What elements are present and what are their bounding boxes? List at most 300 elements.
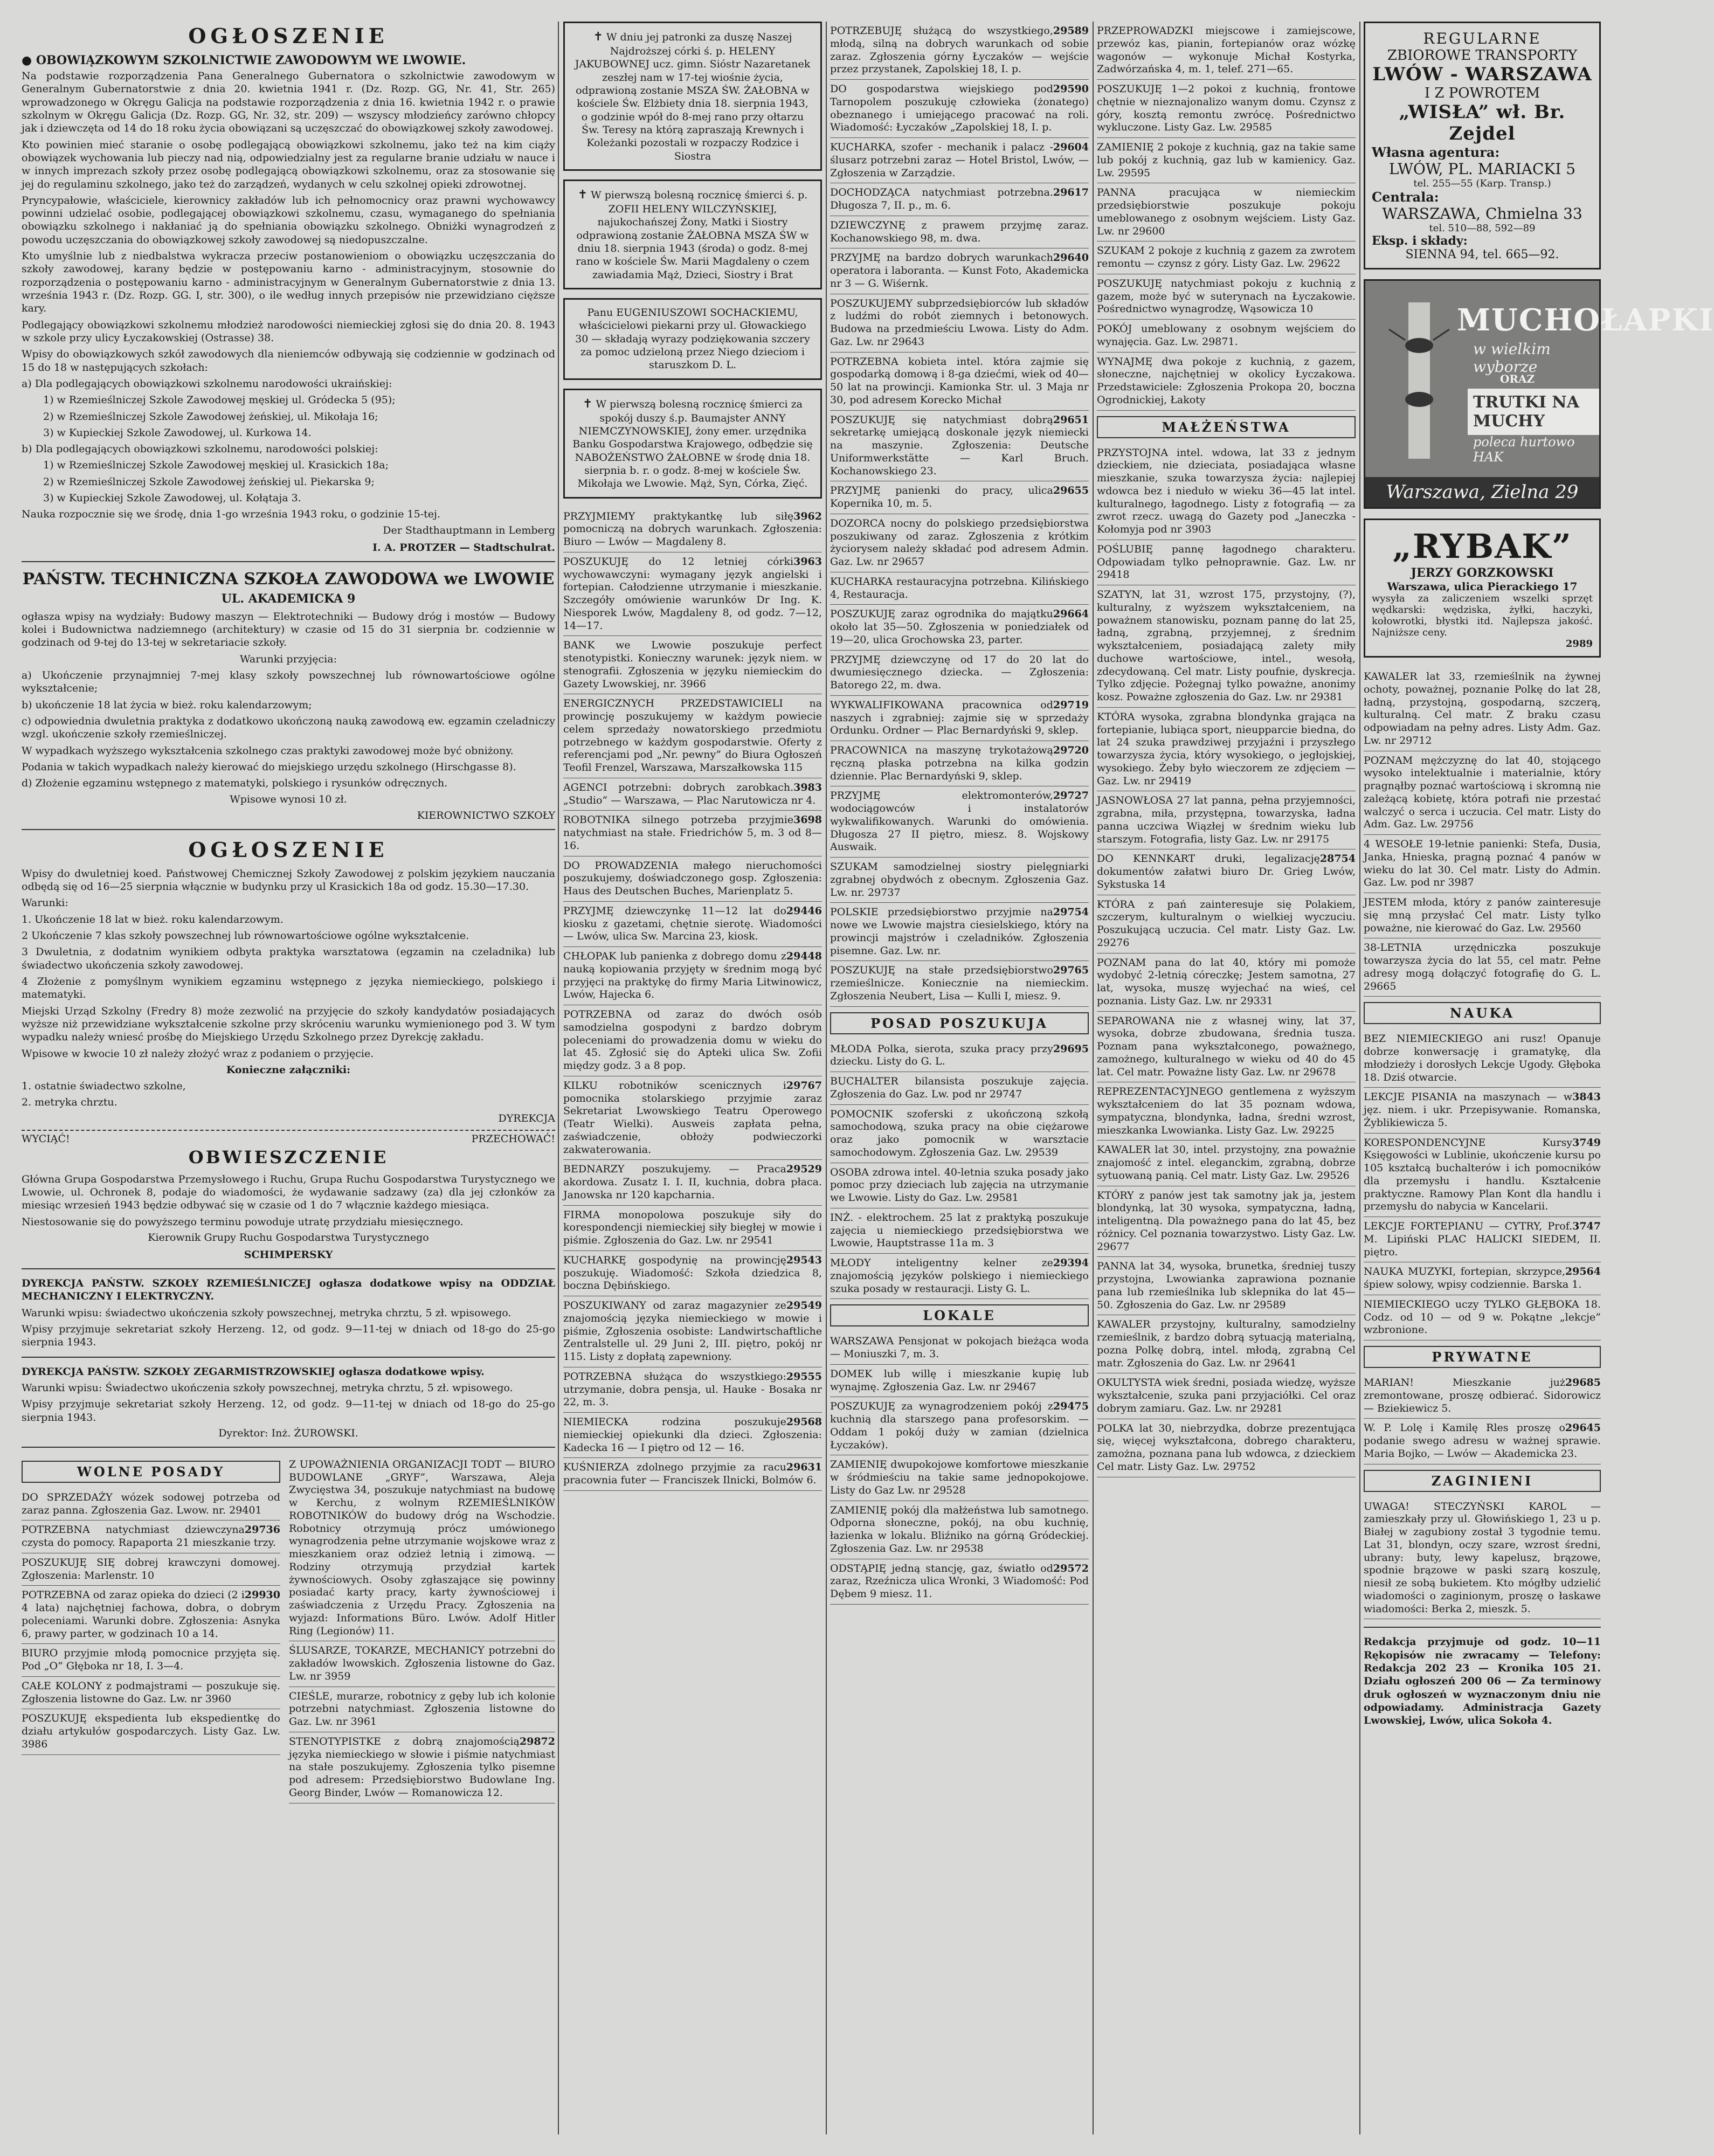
ad-code: 29727 [1053, 790, 1089, 802]
ad-text: NIEMIECKA rodzina poszukuje niemieckiej opiekunki dla dzieci. Zgłoszenia: Kadecka 16 — I piętro od 12 — 16. [563, 1416, 822, 1454]
announcement-paragraph: 2 Ukończenie 7 klas szkoły powszechnej lub równowartościowe ogólne wykształcenie. [22, 930, 469, 942]
ad-text: MŁODA Polka, sierota, szuka pracy przy dziecku. Listy do G. L. [830, 1042, 1053, 1068]
classified-ad [1097, 1257, 1356, 1315]
ad-text: REPREZENTACYJNEGO gentlemena z wyższym wykształceniem do lat 35 poznam wdowa, sympatyczna, blondynka, ładna, średni wzrost, mieszkanka Lwowianka. Listy Gaz. Lw. 29225 [1097, 1086, 1356, 1136]
ad-code: 29767 [786, 1079, 822, 1091]
ad-code: 3843 [1572, 1091, 1601, 1103]
classified-ad [830, 1332, 1089, 1365]
ad-code: 29564 [1565, 1266, 1601, 1278]
ad-text: PRZYJMĘ elektromonterów, wodociągowców i instalatorów wykwalifikowanych. Warunki do omówienia. Długosza 27 II piętro, miesz. 8. Wojskowy Auswaik. [830, 790, 1089, 853]
ad-text: ZAMIENIĘ pokój dla małżeństwa lub samotnego. Odporna słoneczne, pokój, na obu kuchnię, łazienka w lokalu. Bliźniko na górną Gródeckiej. Zgłoszenia Gaz. Lw. nr 29538 [830, 1504, 1089, 1554]
classified-ad [830, 80, 1089, 138]
school-paragraph: Warunki przyjęcia: [240, 653, 337, 665]
classified-ad [1097, 183, 1356, 241]
classified-ad [830, 741, 1089, 786]
ad-code: 29720 [1053, 744, 1089, 756]
school-paragraph: Podania w takich wypadkach należy kierować do miejskiego urzędu szkolnego (Hirschgasse 8). [22, 761, 516, 773]
ad-text: STENOTYPISTKE z dobrą znajomością języka niemieckiego w słowie i piśmie natychmiast na stałe poszukujemy. Zgłoszenia tylko pisemne pod adresem: Przedsiębiorstwo Budowlane Ing. Georg Binder, Lwów — Romanowicza 12. [289, 1735, 555, 1799]
ad-text: KUCHARKĘ gospodynię na prowincję poszukuję. Wiadomość: Szkoła dziedzica 8, boczna Dębińskiego. [563, 1254, 822, 1292]
ad-text: ENERGICZNYCH PRZEDSTAWICIELI na prowincję poszukujemy w każdym powiecie celem sprzedaży nowatorskiego przedmiotu potrzebnego w każdym gospodarstwie. Oferty z referencjami pod „Nr. pewny” do Biura Ogłoszeń Teofil Frenzel, Warszawa, Marszałkowska 115 [563, 697, 822, 774]
ad-text: Z UPOWAŻNIENIA ORGANIZACJI TODT — BIURO BUDOWLANE „GRYF”, Warszawa, Aleja Zwycięstwa 34, poszukuje natychmiast na budowę w Kerchu, z wolnym RZEMIEŚLNIKÓW ROBOTNIKÓW do budowy dróg na Wschodzie. Robotnicy otrzymują prócz umówionego wynagrodzenia pełne utrzymanie wojskowe wraz z mieszkaniem oraz odzież letnią i zimową. — Rodziny otrzymują przydział kartek żywnościowych. Osoby zgłaszające się powinny posiadać karty pracy, karty żywnościowej i zaświadczenia z Urzędu Pracy. Zgłoszenia na wyjazd: Informations Büro. Lwów. Adolf Hitler Ring (Legionów) 11. [289, 1458, 555, 1637]
classified-ad [830, 1501, 1089, 1559]
announcement-list-item: 1) w Rzemieślniczej Szkole Zawodowej męskiej ul. Gródecka 5 (95); [43, 394, 396, 406]
school-notice: Warunki wpisu: świadectwo ukończenia szkoły powszechnej, metryka chrztu, 5 zł. wpisowego. [22, 1307, 512, 1319]
transport-line: Własna agentura: [1372, 144, 1500, 160]
ad-text: ODSTĄPIĘ jedną stancję, gaz, światło od zaraz, Rzeźnicza ulica Wronki, 3 Wiadomość: Pod Dębem 9 miesz. 11. [830, 1562, 1089, 1600]
classified-ad [1364, 667, 1601, 751]
announcement-paragraph: Pryncypałowie, właściciele, kierownicy zakładów lub ich pełnomocnicy oraz prawni wychowawcy powinni udzielać osobie, podlegającej obowiązkowi szkolnemu, czasu, wymaganego do spełniania obowiązku szkolnego i nakłaniać ją do spełniania obowiązku szkolnego. Obniżki wynagrodzeń z powodu uczęszczania do obowiązkowej szkoły zawodowej są niedopuszczalne. [22, 194, 555, 246]
ad-code: 3749 [1572, 1136, 1601, 1149]
ad-text: NIEMIECKIEGO uczy TYLKO GŁĘBOKA 18. Codz. od 10 — od 9 w. Pokątne „lekcje” wzbronione. [1364, 1298, 1601, 1336]
classified-ad [1364, 1373, 1601, 1419]
ad-code: 29617 [1053, 186, 1089, 199]
notice-title: OBWIESZCZENIE [188, 1146, 389, 1167]
classified-ad [22, 1677, 280, 1710]
school-notice: Warunki wpisu: Świadectwo ukończenia szkoły powszechnej, metryka chrztu, 5 zł. wpisowego. [22, 1381, 513, 1394]
classified-ad [1097, 241, 1356, 274]
classified-ad [830, 248, 1089, 294]
classified-ad [289, 1732, 555, 1803]
cross-icon: ✝ [583, 397, 593, 411]
classified-ad [1097, 895, 1356, 953]
ad-code: 29685 [1565, 1377, 1601, 1388]
classified-ad [830, 605, 1089, 650]
school-paragraph: d) Złożenie egzaminu wstępnego z matematyki, polskiego i rysunków odręcznych. [22, 777, 448, 790]
ad-code: 29651 [1053, 413, 1089, 426]
classified-ad [830, 1455, 1089, 1501]
classified-ad [1364, 1295, 1601, 1340]
ad-text: JESTEM młoda, który z panów zainteresuje się mną przysłać Cel matr. Listy tylko poważne, nie kierować do Gaz. Lw. 29560 [1364, 896, 1601, 934]
classified-ad [563, 694, 822, 778]
classified-ad [1097, 849, 1356, 895]
classified-ad [1097, 1082, 1356, 1141]
ad-code: 29631 [786, 1461, 822, 1474]
ad-text: POTRZEBNA służąca do wszystkiego: utrzymanie, dobra pensja, ul. Hauke - Bosaka nr 22, m. 3. [563, 1370, 822, 1408]
transport-ad [1364, 22, 1601, 270]
classified-ad [1097, 791, 1356, 849]
ad-text: POTRZEBNA natychmiast dziewczyna czysta do pomocy. Rapaporta 21 mieszkanie trzy. [22, 1524, 276, 1549]
classified-ad [830, 961, 1089, 1006]
announcement-list-item: 2) w Rzemieślniczej Szkole Zawodowej żeńskiej, ul. Mikołaja 16; [43, 410, 378, 423]
classified-ad [1364, 1088, 1601, 1133]
ad-text: PRZYJMĘ na bardzo dobrych warunkach operatora i laboranta. — Kunst Foto, Akademicka nr 3 — G. Wiśernk. [830, 252, 1089, 289]
column-rule [1093, 22, 1094, 2134]
school-paragraph: Wpisowe wynosi 10 zł. [230, 793, 347, 806]
section-header-missing: ZAGINIENI [1364, 1470, 1601, 1492]
ad-text: PRZYJMĘ panienki do pracy, ulica Kopernika 10, m. 5. [830, 485, 1053, 509]
ad-text: WARSZAWA Pensjonat w pokojach bieżąca woda — Moniuszki 7, m. 3. [830, 1335, 1089, 1360]
column-rule [558, 22, 559, 2134]
ad-text: WYKWALIFIKOWANA pracownica od naszych i zgrabniej: zajmie się w sprzedaży Ordunku. Ordner — Plac Bernardyński 9, sklep. [830, 699, 1089, 737]
ad-text: POKÓJ umeblowany z osobnym wejściem do wynajęcia. Gaz. Lw. 29871. [1097, 323, 1356, 348]
ad-text: BEDNARZY poszukujemy. — Praca akordowa. Zusatz I. I. II, kuchnia, dobra płaca. Janowska nr 120 kapcharnia. [563, 1163, 822, 1201]
announcement-title: OGŁOSZENIE [188, 24, 389, 48]
ad-code: 3983 [793, 781, 822, 793]
ad-text: POSZUKUJEMY subprzedsiębiorców lub składów z ludźmi do robót ziemnych i betonowych. Budowa na przedmieściu Lwowa. Listy do Adm. Gaz. Lw. nr 29643 [830, 297, 1089, 348]
school-address: UL. AKADEMICKA 9 [221, 591, 356, 606]
ad-text: ŚLUSARZE, TOKARZE, MECHANICY potrzebni do zakładów lwowskich. Zgłoszenia listowne do Gaz. Lw. nr 3959 [289, 1644, 555, 1682]
classified-ad [830, 1072, 1089, 1105]
ad-text: MŁODY inteligentny kelner ze znajomością języków polskiego i niemieckiego szuka posady w restauracji. Listy G. L. [830, 1257, 1089, 1295]
ad-text: LEKCJE FORTEPIANU — CYTRY, Prof. M. Lipiński PLAC HALICKI SIEDEM, II. piętro. [1364, 1220, 1601, 1258]
announcement-paragraph: Na podstawie rozporządzenia Pana Generalnego Gubernatora o szkolnictwie zawodowym w Generalnym Gubernatorstwie z dnia 20. kwietnia 1941 r. (Dz. Rozp. GG, Nr. 41, Str. 265) wprowadzonego w Okręgu Galicja na podstawie rozporządzenia z dnia 16. kwietnia 1942 r. o prawie szkolnym w Okręgu Galicja (Dz. Rozp. GG, Nr. 32, str. 209) — wszyscy młodzieńcy zarówno chłopcy jak i dziewczęta od 14 do 18 roku życia obowiązani są uczęszczać do obowiązkowej szkoły zawodowej. [22, 70, 555, 135]
ad-text: SZATYN, lat 31, wzrost 175, przystojny, (?), kulturalny, z wyższem wykształceniem, na poważnem stanowisku, poznam pannę do lat 25, ładną, zgrabną, przyjemnej, z średnim wykształceniem, posiadającą zalety miły duchowe wartościowe, intel., wesołą, zdecydowaną. Cel matr. Listy poufnie, dyskrecja. Tylko zdjęcie. Pożegnaj tylko poważne, anonimy kosz. Poważne zgłoszenia do Gaz. Lw. nr 29381 [1097, 589, 1356, 703]
school-paragraph: ogłasza wpisy na wydziały: Budowy maszyn — Elektrotechniki — Budowy dróg i mostów — Budowy kolei i Budownictwa nadziemnego (architektury) w czasie od 15 do 31 sierpnia br. codziennie w godzinach od 9-tej do 13-tej w sekretariacie szkoły. [22, 610, 555, 649]
ad-text: POSZUKUJĘ natychmiast pokoju z kuchnią z gazem, może być w suterynach na Łyczakowie. Pośrednictwo wynagrodzę, Wąsowicza 10 [1097, 277, 1356, 315]
ad-text: POSZUKUJĘ SIĘ dobrej krawczyni domowej. Zgłoszenia: Marlenstr. 10 [22, 1556, 280, 1581]
transport-line: I Z POWROTEM [1424, 85, 1540, 101]
announcement-paragraph: Podlegający obowiązkowi szkolnemu młodzież narodowości niemieckiej zgłosi się do dnia 20. 8. 1943 w szkole przy ulicy Łyczakowskiej (Ostrasse) 38. [22, 319, 555, 344]
ad-text: POTRZEBNA od zaraz opieka do dzieci (2 i 4 lata) najchętniej fachowa, dobra, o dobrym poleceniami. Warunki dobre. Zgłoszenia: Asnyka 6, prawy parter, w godzinach 10 a 14. [22, 1589, 280, 1640]
announcement-list-item: 3) w Kupieckiej Szkole Zawodowej, ul. Kurkowa 14. [43, 426, 312, 439]
ad-text: POLKA lat 30, niebrzydka, dobrze prezentująca się, więcej wykształcona, dobrego charakteru, zamożna, poznana pana lub wdowca, z dzieckiem Cel matr. Listy Gaz. Lw. 29752 [1097, 1422, 1356, 1473]
classified-ad [830, 411, 1089, 482]
classified-ad [1097, 1373, 1356, 1419]
ad-code: 29719 [1053, 699, 1089, 711]
announcement-paragraph: Kto powinien mieć staranie o osobę podlegającą obowiązkowi szkolnemu, jako też na kim ciąży obowiązek wychowania lub pieczy nad nią, odpowiedzialny jest za regularne branie udziału w nauce i w innych imprezach szkoły przez osobę podlegającą obowiązkowi szkolnemu, oraz za stosowanie się jej do regulaminu szkolnego, jako też do zarządzeń, wydanych w celu szkolnej opieki zdrowotnej. [22, 139, 555, 190]
classified-ad [830, 183, 1089, 216]
announcement-list-heading: b) Dla podlegających obowiązkowi szkolnemu, narodowości polskiej: [22, 443, 378, 455]
section-header-private: PRYWATNE [1364, 1346, 1601, 1368]
school-title: PAŃSTW. TECHNICZNA SZKOŁA ZAWODOWA we LWOWIE [22, 569, 555, 589]
announcement-list-item: 2) w Rzemieślniczej Szkole Zawodowej żeńskiej ul. Piekarska 9; [43, 475, 375, 488]
ad-text: NAUKA MUZYKI, fortepian, skrzypce, śpiew solowy, wpisy codziennie. Barska 1. [1364, 1266, 1582, 1290]
classified-ad [830, 572, 1089, 605]
ad-code: 3698 [793, 814, 822, 826]
ad-text: POSZUKUJĘ się natychmiast dobrą sekretarkę umiejącą doskonale język niemiecki na maszynie. Zgłoszenia: Deutsche Uniformwerkstätte — Karl Bruch. Kochanowskiego 23. [830, 413, 1089, 477]
ad-text: KUŚNIERZA zdolnego przyjmie za racu pracownia futer — Franciszek Ilnicki, Bolmów 6. [563, 1461, 817, 1487]
classified-ad [830, 1365, 1089, 1398]
ad-text: KILKU robotników scenicznych i pomocnika stolarskiego przyjmie zaraz Sekretariat Lwowskiego Teatru Operowego (Teatr Wielki). Ausweis zapłata pełna, zaświadczenie, obłoży podwieczorki zakwaterowania. [563, 1079, 822, 1156]
classified-ad [1097, 585, 1356, 708]
ad-code: 29930 [244, 1589, 280, 1601]
ad-code: 29543 [786, 1254, 822, 1266]
school-paragraph: b) ukończenie 18 lat życia w bież. roku kalendarzowym; [22, 699, 312, 711]
ad-text: POSZUKUJĘ zaraz ogrodnika do majątku około lat 35—50. Zgłoszenia w poniedziałek od 19—20, ulica Grochowska 23, parter. [830, 608, 1089, 646]
ad-text: DO gospodarstwa wiejskiego pod Tarnopolem poszukuję człowieka (żonatego) obeznanego i umiejącego pracować na roli. Wiadomość: Łyczaków „Zapolskiej 18, I. p. [830, 83, 1089, 134]
ad-text: SEPAROWANA nie z własnej winy, lat 37, wysoka, dobrze zbudowana, średnia tusza. Poznam pana wykształconego, poważnego, zamożnego, kulturalnego w wieku od 40 do 45 lat. Cel matr. Poważne listy Gaz. Lw. nr 29678 [1097, 1014, 1356, 1078]
column-rule [826, 22, 827, 2134]
ad-text: POZNAM mężczyznę do lat 40, stojącego wysoko intelektualnie i materialnie, który pragnąłby poznać wartościową i skromną nie zależącą kobietę, która potrafi nie przestać walczyć o serca i uczucia. Cel matr. Listy do Adm. Gaz. Lw. 29756 [1364, 754, 1601, 831]
divider [22, 1268, 555, 1269]
ad-text: KAWALER lat 30, intel. przystojny, zna poważnie znajomość z intel. eleganckim, zgrabną, dobrze sytuowaną panią. Cel matr. Listy Gaz. Lw. 29526 [1097, 1144, 1356, 1181]
flypaper-line: w wielkim wyborze [1473, 340, 1551, 376]
notice-paragraph: Główna Grupa Gospodarstwa Przemysłowego i Ruchu, Grupa Ruchu Gospodarstwa Turystycznego we Lwowie, ul. Ochronek 8, podaje do wiadomości, że wydawanie sadzawy (za) dla jej członków za miesiąc wrzesień 1943 będzie odbywać się w czasie od 1 do 7 włącznie każdego miesiąca. [22, 1173, 555, 1212]
classified-ad [830, 858, 1089, 903]
school-notice: Wpisy przyjmuje sekretariat szkoły Herzeng. 12, od godz. 9—11-tej w dniach od 18-go do 25-go sierpnia 1943. [22, 1323, 555, 1349]
classified-ad [22, 1709, 280, 1754]
ad-code: 29394 [1053, 1257, 1089, 1269]
ad-text: DOZORCA nocny do polskiego przedsiębiorstwa poszukiwany od zaraz. Zgłoszenia z krótkim życiorysem należy składać pod adresem Admin. Gaz. Lw. nr 29657 [830, 517, 1089, 568]
classified-ad [563, 947, 822, 1005]
ad-text: KTÓRA wysoka, zgrabna blondynka grająca na fortepianie, lubiąca sport, nieupparcie biedna, do lat 24 szuka prawdziwej przyjaźni i przyszłego towarzysza życia, który wysokiego, o jegłojskiej, wysokiego. Żeby było wieczorem ze zdjęciem — Gaz. Lw. nr 29419 [1097, 710, 1356, 787]
transport-line: tel. 510—88, 592—89 [1429, 223, 1536, 234]
classified-ad [830, 696, 1089, 741]
divider [22, 1447, 555, 1448]
school-signature: KIEROWNICTWO SZKOŁY [417, 809, 555, 821]
ad-text: CHŁOPAK lub panienka z dobrego domu z nauką kopiowania przyjęty w średnim mogą być przyjęci na praktykę do firmy Maria Litwinowicz, Lwów, Hajecka 6. [563, 950, 822, 1001]
ad-code: 29529 [786, 1163, 822, 1176]
ad-code: 3963 [793, 555, 822, 568]
classified-ad [563, 1413, 822, 1458]
classified-ad [563, 1206, 822, 1251]
rybak-code: 2989 [1565, 638, 1593, 649]
announcement-subtitle: ● OBOWIĄZKOWYM SZKOLNICTWIE ZAWODOWYM WE LWOWIE. [22, 53, 466, 67]
ad-text: BANK we Lwowie poszukuje perfect stenotypistki. Konieczny warunek: język niem. w stenografii. Zgłoszenia w języku niemieckim do Gazety Lwowskiej, nr. 3966 [563, 639, 822, 690]
classified-ad [563, 552, 822, 637]
ad-text: DZIEWCZYNĘ z prawem przyjmę zaraz. Kochanowskiego 98, m. dwa. [830, 219, 1089, 244]
ad-text: PRZYJMIEMY praktykantkę lub siłę pomocniczą na dobrych warunkach. Zgłoszenia: Biuro — Lwów — Magdaleny 8. [563, 510, 822, 548]
section-header-job-seekers: POSAD POSZUKUJA [830, 1012, 1089, 1034]
classified-ad [22, 1644, 280, 1677]
classified-ad [1364, 1262, 1601, 1295]
classified-ad [1097, 274, 1356, 320]
keep-label: PRZECHOWAĆ! [471, 1132, 555, 1145]
ad-text: LEKCJE PISANIA na maszynach — w jęz. niem. i ukr. Przepisywanie. Romanska, Żyblikiewicza 5. [1364, 1091, 1601, 1129]
classified-ad [1364, 938, 1601, 997]
classified-ad [563, 1251, 822, 1296]
newspaper-page [22, 22, 1714, 2134]
ad-text: KUCHARKA, szofer - mechanik i palacz - ślusarz potrzebni zaraz — Hotel Bristol, Lwów, — Zgłoszenia w Zarządzie. [830, 141, 1089, 179]
notice-signature: Kierownik Grupy Ruchu Gospodarstwa Turystycznego [148, 1232, 429, 1243]
classified-ad [563, 1367, 822, 1413]
classified-ad [289, 1455, 555, 1642]
column-rooms-marriages [1097, 22, 1356, 2134]
transport-line: tel. 255—55 (Karp. Transp.) [1413, 178, 1551, 189]
obituary-text: W pierwszą bolesną rocznicę śmierci ś. p. ZOFII HELENY WILCZYŃSKIEJ, najukochańszej Żony, Matki i Siostry odprawioną zostanie ŻAŁOBNA MSZA ŚW w dniu 18. sierpnia 1943 (środa) o godz. 8-mej rano w kościele Św. Marii Magdaleny o czem zawiadamia Mąż, Dzieci, Siostry i Brat [576, 189, 810, 281]
classified-ad [830, 1105, 1089, 1163]
transport-line: SIENNA 94, tel. 665—92. [1405, 248, 1559, 261]
school-notice: DYREKCJA PAŃSTW. SZKOŁY RZEMIEŚLNICZEJ ogłasza dodatkowe wpisy na ODDZIAŁ MECHANICZNY I ELEKTRYCZNY. [22, 1277, 555, 1303]
ad-text: OSOBA zdrowa intel. 40-letnia szuka posady jako pomoc przy dzieciach lub zajęcia na utrzymanie we Lwowie. Listy do Gaz. Lw. 29581 [830, 1166, 1089, 1204]
classified-list [1364, 667, 1601, 997]
ad-code: 28754 [1319, 853, 1356, 865]
classified-ad [830, 514, 1089, 572]
ad-text: 4 WESOŁE 19-letnie panienki: Stefa, Dusia, Janka, Hnieska, pragną poznać 4 panów w wieku do lat 30. Cel matr. Listy do Admin. Gaz. Lw. pod nr 3987 [1364, 838, 1601, 889]
ad-code: 29754 [1053, 906, 1089, 918]
ad-text: PRZEPROWADZKI miejscowe i zamiejscowe, przewóz kas, pianin, fortepianów oraz wózkę wagonów — wykonuje Michał Kostyrka, Zadwórzańska 4, m. 1, telef. 271—65. [1097, 25, 1356, 75]
school-signature: Dyrektor: Inż. ŻUROWSKI. [218, 1427, 358, 1439]
classified-ad [1364, 1419, 1601, 1464]
section-header-education: NAUKA [1364, 1002, 1601, 1024]
classified-ad [563, 811, 822, 856]
rybak-ad [1364, 519, 1601, 658]
ad-text: CIEŚLE, murarze, robotnicy z gęby lub ich kolonie potrzebni natychmiast. Zgłoszenia listowne do Gaz. Lw. nr 3961 [289, 1690, 555, 1728]
rybak-title: „RYBAK” [1392, 527, 1572, 566]
school-paragraph: W wypadkach wyższego wykształcenia szkolnego czas praktyki zawodowej może być obniżony. [22, 744, 514, 757]
ad-code: 29736 [244, 1524, 280, 1536]
transport-line: REGULARNE [1423, 30, 1542, 47]
classified-ad [22, 1553, 280, 1586]
classified-ad [289, 1641, 555, 1687]
classified-ad [1097, 138, 1356, 183]
transport-line: WARSZAWA, Chmielna 33 [1382, 205, 1582, 223]
classified-ad [1097, 1141, 1356, 1186]
classified-ad [830, 1559, 1089, 1605]
ad-text: W. P. Lolę i Kamilę Rles proszę o podanie swego adresu w ważnej sprawie. Maria Bojko, — Lwów — Akademicka 23. [1364, 1422, 1601, 1460]
ad-code: 29555 [786, 1370, 822, 1383]
classified-ad [1364, 751, 1601, 835]
ad-text: OKULTYSTA wiek średni, posiada wiedzę, wyższe wykształcenie, szuka pani przyjaciółki. Cel oraz dobrym zamiaru. Gaz. Lw. nr 29281 [1097, 1377, 1356, 1414]
ad-text: POSZUKUJĘ ekspedienta lub ekspedientkę do działu artykułów gospodarczych. Listy Gaz. Lw. 3986 [22, 1712, 280, 1750]
column-jobs-premises [830, 22, 1089, 2134]
obituary-notice [563, 22, 822, 171]
ad-text: POŚLUBIĘ pannę łagodnego charakteru. Odpowiadam tylko pełnoprawnie. Gaz. Lw. nr 29418 [1097, 543, 1356, 581]
divider [1364, 1627, 1601, 1628]
ad-code: 29572 [1053, 1562, 1089, 1574]
ad-text: KTÓRY z panów jest tak samotny jak ja, jestem blondynką, lat 30 wysoka, sympatyczna, ładną, inteligentną. Dla poważnego pana do lat 45, bez różnicy. Cel poznania towarzystwo. Listy Gaz. Lw. 29677 [1097, 1189, 1356, 1253]
obituary-notice [563, 298, 822, 380]
classified-ad [830, 481, 1089, 514]
announcement-paragraph: Wpisy do dwuletniej koed. Państwowej Chemicznej Szkoły Zawodowej z polskim językiem nauczania odbędą się od 16—25 sierpnia włącznie w budynku przy ul Krasickich 18a od godz. 15.30—17.30. [22, 867, 555, 893]
flypaper-ad [1364, 279, 1714, 509]
classified-ad [1364, 1029, 1601, 1088]
ad-code: 29604 [1053, 141, 1089, 153]
ad-text: KAWALER lat 33, rzemieślnik na żywnej ochoty, poważnej, poznanie Polkę do lat 28, ładną, przystojną, gospodarną, szczerą, kulturalną. Cel matr. Z braku czasu odpowiadam na pełny adres. Listy Adm. Gaz. Lw. nr 29712 [1364, 671, 1601, 747]
ad-text: WYNAJMĘ dwa pokoje z kuchnią, z gazem, słoneczne, najchętniej w okolicy Łyczakowa. Przedstawiciele: Zgłoszenia Prokopa 20, boczna Ogrodnickiej, Łakoty [1097, 355, 1356, 406]
ad-code: 29872 [519, 1735, 555, 1747]
transport-company: „WISŁA” wł. Br. Zejdel [1399, 101, 1566, 144]
ad-text: POMOCNIK szoferski z ukończoną szkołą samochodową, szuka pracy na obie ciężarowe oraz jako pomocnik w warsztacie samochodowym. Zgłoszenia Gaz. Lw. 29539 [830, 1108, 1089, 1158]
ad-text: DO SPRZEDAŻY wózek sodowej potrzeba od zaraz panna. Zgłoszenia Gaz. Lwow. nr. 29401 [22, 1491, 280, 1516]
announcement-paragraph: 2. metryka chrztu. [22, 1096, 118, 1109]
ad-code: 29446 [786, 904, 822, 917]
classified-ad [563, 1160, 822, 1205]
announcement-list-item: 3) w Kupieckiej Szkole Zawodowej, ul. Kołątaja 3. [43, 492, 301, 505]
announcement-paragraph: Kto umyślnie lub z niedbalstwa wykracza przeciw postanowieniom o obowiązku uczęszczania do szkoły zawodowej, karany będzie w postępowaniu karno - administracyjnym, stosownie do rozporządzenia o postępowaniu karno - administracyjnym w Generalnym Gubernatorstwie z dnia 13. września 1943 r. (Dz. Rozp. GG. I, str. 300), o ile według innych przepisów nie przewidziano cięższe kary. [22, 250, 555, 315]
rybak-line: JERZY GORZKOWSKI [1411, 566, 1554, 580]
classified-ad [1097, 1419, 1356, 1477]
ad-code: 29448 [786, 950, 822, 963]
announcement-paragraph: Nauka rozpocznie się we środę, dnia 1-go września 1943 roku, o godzinie 15-tej. [22, 508, 440, 521]
ad-text: DOMEK lub willę i mieszkanie kupię lub wynajmę. Zgłoszenia Gaz. Lw. nr 29467 [830, 1367, 1089, 1393]
classified-column [22, 1455, 280, 1803]
classified-ad [22, 1586, 280, 1644]
ad-code: 29589 [1053, 25, 1089, 37]
ad-text: POTRZEBNA od zaraz do dwóch osób samodzielna gospodyni z bardzo dobrym poleceniami do prowadzenia domu w wieku do lat 45. Zgłosić się do Apteki ulica Sw. Zofii między godz. 3 a 8 pop. [563, 1008, 822, 1072]
announcement-signature: Der Stadthauptmann in Lemberg [383, 524, 555, 536]
cross-icon: ✝ [577, 188, 588, 202]
ad-text: ZAMIENIĘ dwupokojowe komfortowe mieszkanie w śródmieściu na takie same jednopokojowe. Listy do Gaz Lw. nr 29528 [830, 1459, 1089, 1496]
classified-list [1364, 1373, 1601, 1464]
cut-line [22, 1130, 555, 1145]
ad-code: 29549 [786, 1300, 822, 1312]
flypaper-line: poleca hurtowo HAK [1473, 434, 1575, 465]
classified-ad [1097, 1186, 1356, 1257]
ad-text: POTRZEBNA kobieta intel. która zajmie się gospodarką domową i 8-ga dziećmi, wiek od 40—50 lat na prowincji. Kamionka Str. ul. 3 Maja nr 30, pod adresem Korecko Michał [830, 355, 1089, 406]
classified-ad [1364, 1497, 1601, 1620]
classified-ad [563, 1076, 822, 1160]
classified-ad [830, 651, 1089, 696]
section-header-vacancies: WOLNE POSADY [22, 1461, 280, 1483]
ad-text: PRZYJMĘ dziewczynkę 11—12 lat do kiosku z gazetami, chętnie sierotę. Wiadomości — Lwów, ulica Sw. Marcina 23, kiosk. [563, 904, 822, 943]
ad-code: 29590 [1053, 83, 1089, 95]
notice-paragraph: Niestosowanie się do powyższego terminu powoduje utratę przydziału miesięcznego. [22, 1215, 464, 1228]
classified-ad [830, 216, 1089, 249]
obituary-text: W dniu jej patronki za duszę Naszej Najdroższej córki ś. p. HELENY JAKUBOWNEJ ucz. gimn. Sióstr Nazaretanek zeszłej nam w 17-tej wiośnie życia, odprawioną zostanie MSZA ŚW. ŻAŁOBNA w kościele Św. Elżbiety dnia 18. sierpnia 1943, o godzinie wpół do 8-mej rano przy ołtarzu Św. Teresy na którą zapraszają Krewnych i Koleżanki pozostali w rozpaczy Rodzice i Siostra [575, 31, 811, 162]
classified-ad [289, 1687, 555, 1732]
classified-ad [563, 778, 822, 811]
obituary-text: Panu EUGENIUSZOWI SOCHACKIEMU, właścicielowi piekarni przy ul. Głowackiego 30 — składają wyrazy podziękowania szczery za pomoc udzieloną przez Niego dzieciom i staruszkom D. L. [575, 307, 810, 371]
announcement-paragraph: 1. Ukończenie 18 lat w bież. roku kalendarzowym. [22, 913, 284, 925]
obituary-notice [563, 389, 822, 499]
ad-code: 29765 [1053, 964, 1089, 977]
announcement-paragraph: Warunki: [22, 897, 68, 909]
ad-text: INŻ. - elektrochem. 25 lat z praktyką poszukuje zajęcia u niemieckiego przedsiębiorstwa we Lwowie, Hauptstrasse 11a m. 3 [830, 1211, 1089, 1249]
classified-ad [563, 636, 822, 694]
classified-ad [830, 1208, 1089, 1254]
ad-text: FIRMA monopolowa poszukuje siły do korespondencji niemieckiej siły biegłej w mowie i piśmie. Zgłoszenia do Gaz. Lw. nr 29541 [563, 1208, 822, 1247]
school-notice: Wpisy przyjmuje sekretariat szkoły Herzeng. 12, od godz. 9—11-tej w dniach od 18-go do 25-go sierpnia 1943. [22, 1398, 555, 1423]
section-header-marriages: MAŁŻEŃSTWA [1097, 416, 1356, 438]
classified-ad [1097, 540, 1356, 585]
announcement-paragraph: 1. ostatnie świadectwo szkolne, [22, 1080, 186, 1093]
flypaper-address: Warszawa, Zielna 29 [1365, 477, 1599, 507]
classified-area [22, 1455, 555, 1803]
classified-list [1364, 1497, 1601, 1620]
ad-text: UWAGA! STECZYŃSKI KAROL — zamieszkały przy ul. Głowińskiego 1, 23 u p. Białej w zagubiony został 3 tygodnie temu. Lat 31, blondyn, oczy szare, wzrost średni, ubrany: buty, lewy kapelusz, brązowe, spodnie brązowe w paski szarą koszulę, niesił ze sobą bukietem. Kto mógłby udzielić wiadomości o zaginionym, proszę o łaskawe wiadomości: Berka 2, mieszk. 5. [1364, 1500, 1601, 1615]
column-advertisements [1364, 22, 1714, 2134]
column-announcements [22, 22, 555, 2134]
school-notice: DYREKCJA PAŃSTW. SZKOŁY ZEGARMISTRZOWSKIEJ ogłasza dodatkowe wpisy. [22, 1365, 485, 1378]
ad-code: 29695 [1053, 1042, 1089, 1055]
ad-code: 29645 [1565, 1422, 1601, 1434]
divider [22, 1357, 555, 1358]
ad-text: CAŁE KOLONY z podmajstrami — poszukuje się. Zgłoszenia listowne do Gaz. Lw. nr 3960 [22, 1680, 280, 1705]
classified-ad [1097, 953, 1356, 1012]
ad-text: SZUKAM samodzielnej siostry pielęgniarki zgrabnej obydwóch z obecnym. Zgłoszenia Gaz. Lw. nr. 29737 [830, 861, 1089, 899]
classified-ad [22, 1488, 280, 1521]
obituary-text: W pierwszą bolesną rocznicę śmierci za spokój duszy ś.p. Baumajster ANNY NIEMCZYNOWSKIEJ, żony emer. urzędnika Banku Gospodarstwa Krajowego, odbędzie się NABOŻEŃSTWO ŻAŁOBNE w środę dnia 18. sierpnia b. r. o godz. 8-mej w kościele Św. Mikołaja we Lwowie. Mąż, Syn, Córka, Zięć. [572, 398, 813, 490]
rybak-line: Warszawa, ulica Pierackiego 17 [1387, 580, 1578, 593]
classified-ad [1097, 353, 1356, 411]
transport-line: Centrala: [1372, 189, 1439, 205]
ad-text: 38-LETNIA urzędniczka poszukuje towarzysza życia do lat 55, cel matr. Pełne adresy mogą dołączyć fotografię do G. L. 29665 [1364, 942, 1601, 992]
transport-line: ZBIOROWE TRANSPORTY [1387, 47, 1578, 64]
ad-code: 29655 [1053, 485, 1089, 497]
announcement-list-item: 1) w Rzemieślniczej Szkole Zawodowej męskiej ul. Krasickich 18a; [43, 459, 389, 472]
ad-text: PRACOWNICA na maszynę trykotażową ręczną płaska potrzebna na kilka godzin dziennie. Plac Bernardyński 9, sklep. [830, 744, 1089, 782]
classified-ad [830, 1397, 1089, 1455]
ad-code: 29640 [1053, 252, 1089, 264]
classified-ad [1097, 444, 1356, 540]
classified-ad [22, 1521, 280, 1553]
classified-ad [1364, 1217, 1601, 1262]
classified-ad [1364, 1134, 1601, 1218]
classified-ad [1097, 80, 1356, 138]
ad-text: PRZYJMĘ dziewczynę od 17 do 20 lat do dwumiesięcznego dziecka. — Zgłoszenia: Batorego 22, m. dwa. [830, 653, 1089, 691]
announcement-paragraph: Miejski Urząd Szkolny (Fredry 8) może zezwolić na przyjęcie do szkoły kandydatów posiadających wyższe niż przewidziane wykształcenie szkolne przy skróceniu warunku wymienionego pod 3. W tym wypadku należy wniesć prośbę do Miejskiego Urzędu Szkolnego przez Dyrekcję zakładu. [22, 1005, 555, 1044]
ad-text: POSZUKUJĘ 1—2 pokoi z kuchnią, frontowe chętnie w nieznajonalizo wanym domu. Czynsz z góry, kosztą remontu zwrócę. Pośrednictwo wykluczone. Listy Gaz. Lw. 29585 [1097, 83, 1356, 134]
transport-line: LWÓW, PL. MARIACKI 5 [1388, 160, 1576, 178]
divider [22, 561, 555, 562]
classified-ad [563, 1458, 822, 1491]
school-paragraph: c) odpowiednia dwuletnia praktyka z dodatkowo ukończoną nauką zawodową ew. egzamin czeladniczy wzgl. ukończenie szkoły rzemieślniczej. [22, 715, 555, 741]
ad-text: BIURO przyjmie młodą pomocnice przyjęta się. Pod „O” Głęboka nr 18, I. 3—4. [22, 1647, 280, 1673]
ad-text: BUCHALTER bilansista poszukuje zajęcia. Zgłoszenia do Gaz. Lw. pod nr 29747 [830, 1075, 1089, 1100]
classified-ad [563, 1005, 822, 1076]
ad-code: 29664 [1053, 608, 1089, 620]
cross-icon: ✝ [593, 30, 603, 44]
school-paragraph: a) Ukończenie przynajmniej 7-mej klasy szkoły powszechnej lub równowartościowe ogólne wykształcenie; [22, 669, 555, 695]
flypaper-product: TRUTKI NA MUCHY [1468, 389, 1599, 435]
fly-icon [1387, 302, 1452, 464]
announcement-paragraph: 4 Złożenie z pomyślnym wynikiem egzaminu wstępnego z języka niemieckiego, polskiego i matematyki. [22, 975, 555, 1001]
ad-text: ZAMIENIĘ 2 pokoje z kuchnią, gaz na takie same lub pokój z kuchnią, gaz lub w kamienicy. Gaz. Lw. 29595 [1097, 141, 1356, 179]
ad-text: KTÓRA z pań zainteresuje się Polakiem, szczerym, kulturalnym o wielkiej wyczuciu. Poszukującą uczucia. Cel matr. Listy Gaz. Lw. 29276 [1097, 898, 1356, 949]
classified-ad [830, 294, 1089, 353]
ad-text: BEZ NIEMIECKIEGO ani rusz! Opanuje dobrze konwersację i gramatykę, dla młodzieży i dorosłych Lekcje Ugody. Głęboka 18. Dziś otwarcie. [1364, 1033, 1601, 1083]
